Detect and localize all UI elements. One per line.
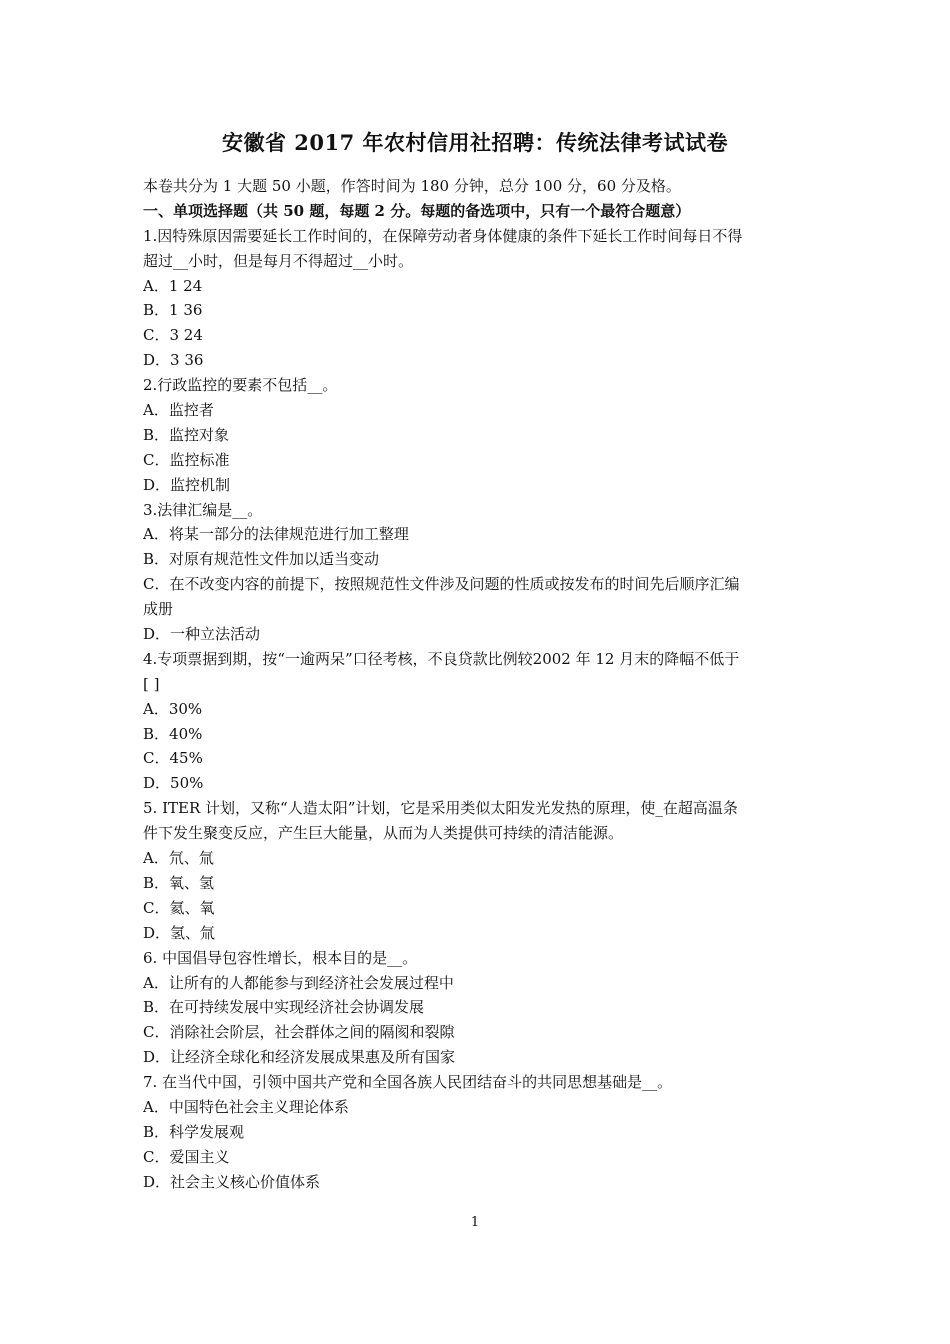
question-stem-line: 超过__小时，但是每月不得超过__小时。 (143, 251, 414, 270)
option-a: A．中国特色社会主义理论体系 (143, 1097, 349, 1116)
option-c: C．监控标准 (143, 450, 230, 469)
document-title: 安徽省 2017 年农村信用社招聘：传统法律考试试卷 (221, 130, 729, 155)
question-stem-line: 2.行政监控的要素不包括__。 (143, 376, 338, 395)
option-b: B．科学发展观 (143, 1122, 245, 1141)
exam-intro: 本卷共分为 1 大题 50 小题，作答时间为 180 分钟，总分 100 分，60 分及格。 (143, 177, 681, 195)
option-a: A．让所有的人都能参与到经济社会发展过程中 (143, 973, 454, 992)
option-a: A．氘、氚 (143, 849, 214, 868)
question-stem-line: 7. 在当代中国，引领中国共产党和全国各族人民团结奋斗的共同思想基础是__。 (143, 1073, 673, 1092)
option-b: B．1 36 (143, 301, 203, 320)
question-stem-line: 6. 中国倡导包容性增长，根本目的是__。 (143, 948, 418, 967)
option-d: D．氢、氚 (143, 923, 216, 942)
question-stem-line: [ ] (143, 674, 160, 693)
option-b: B．监控对象 (143, 425, 230, 444)
option-c: C．消除社会阶层，社会群体之间的隔阂和裂隙 (143, 1023, 455, 1042)
question-stem-line: 4.专项票据到期，按“一逾两呆”口径考核，不良贷款比例较2002 年 12 月末的降幅不低于 (143, 649, 740, 668)
question-2 (143, 373, 813, 497)
option-d: D．50% (143, 774, 204, 793)
option-c: C．45% (143, 749, 203, 768)
option-b: B．氧、氢 (143, 873, 215, 892)
option-d: D．一种立法活动 (143, 625, 261, 644)
question-3 (143, 498, 813, 647)
option-c: C．在不改变内容的前提下，按照规范性文件涉及问题的性质或按发布的时间先后顺序汇编 (143, 575, 740, 594)
option-a: A．30% (143, 699, 203, 718)
document-body (143, 174, 813, 1195)
question-6 (143, 946, 813, 1070)
option-b: B．40% (143, 724, 203, 743)
question-7 (143, 1070, 813, 1194)
question-1 (143, 224, 813, 373)
question-4 (143, 647, 813, 796)
option-b: B．对原有规范性文件加以适当变动 (143, 550, 380, 569)
option-d: D．3 36 (143, 351, 204, 370)
option-a: A．将某一部分的法律规范进行加工整理 (143, 525, 409, 544)
option-c: C．爱国主义 (143, 1147, 230, 1166)
option-d: D．监控机制 (143, 475, 231, 494)
option-b: B．在可持续发展中实现经济社会协调发展 (143, 998, 425, 1017)
option-d: D．让经济全球化和经济发展成果惠及所有国家 (143, 1048, 456, 1067)
option-d: D．社会主义核心价值体系 (143, 1172, 321, 1191)
question-stem-line: 3.法律汇编是__。 (143, 500, 263, 519)
option-c: C．3 24 (143, 326, 203, 345)
section-heading: 一、单项选择题（共 50 题，每题 2 分。每题的备选项中，只有一个最符合题意） (143, 201, 691, 220)
page-number: 1 (470, 1215, 480, 1230)
option-c-continued: 成册 (143, 600, 174, 619)
option-a: A．监控者 (143, 401, 214, 420)
question-stem-line: 5. ITER 计划，又称“人造太阳”计划，它是采用类似太阳发光发热的原理，使_在超高温条 (143, 799, 738, 818)
question-stem-line: 件下发生聚变反应，产生巨大能量，从而为人类提供可持续的清洁能源。 (143, 824, 624, 843)
option-c: C．氦、氧 (143, 898, 215, 917)
question-5 (143, 796, 813, 945)
question-stem-line: 1.因特殊原因需要延长工作时间的，在保障劳动者身体健康的条件下延长工作时间每日不得 (143, 226, 743, 245)
option-a: A．1 24 (143, 276, 203, 295)
